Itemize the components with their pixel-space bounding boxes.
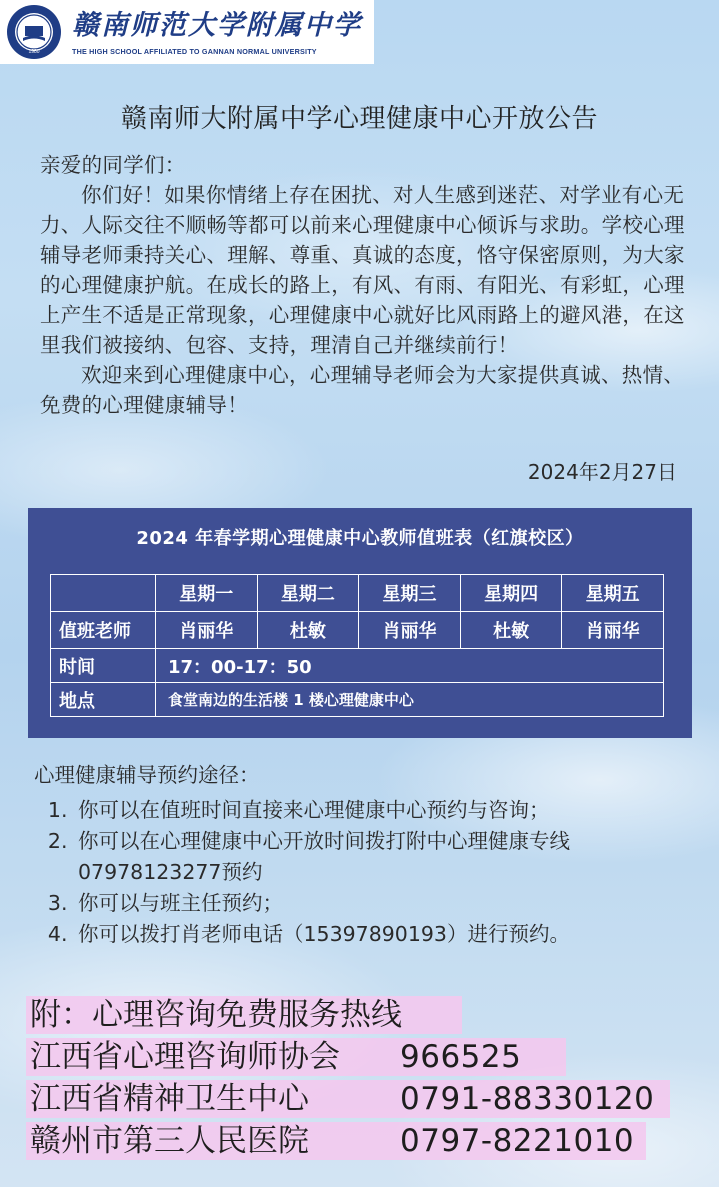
list-item: 4. 你可以拨打肖老师电话（15397890193）进行预约。 [74, 919, 694, 950]
notice-title: 赣南师大附属中学心理健康中心开放公告 [120, 104, 598, 134]
hotline-name: 江西省心理咨询师协会 [30, 1039, 340, 1075]
teacher-cell: 肖丽华 [156, 612, 258, 649]
school-logo-banner [0, 0, 374, 64]
table-cell-empty [51, 575, 156, 612]
notice-date: 2024年2月27日 [527, 460, 677, 484]
time-value: 17：00-17：50 [156, 649, 664, 683]
day-header: 星期二 [257, 575, 359, 612]
school-emblem-icon [6, 4, 62, 60]
school-name-cn: 赣南师范大学附属中学 [72, 9, 362, 41]
list-item: 1. 你可以在值班时间直接来心理健康中心预约与咨询； [74, 795, 694, 826]
teacher-cell: 杜敏 [460, 612, 562, 649]
schedule-table [50, 574, 664, 717]
day-header: 星期三 [359, 575, 461, 612]
hotline-row [30, 1078, 690, 1120]
hotline-section [30, 994, 690, 1162]
time-label: 时间 [51, 649, 156, 683]
schedule-title: 2024 年春学期心理健康中心教师值班表（红旗校区） [136, 528, 584, 549]
teacher-label: 值班老师 [51, 612, 156, 649]
duty-schedule-panel [28, 508, 692, 738]
school-name-en: THE HIGH SCHOOL AFFILIATED TO GANNAN NORMAL UNIVERSITY [72, 46, 317, 56]
table-row [51, 683, 664, 717]
day-header: 星期四 [460, 575, 562, 612]
hotline-heading: 附：心理咨询免费服务热线 [30, 997, 402, 1033]
teacher-cell: 肖丽华 [562, 612, 664, 649]
hotline-name: 赣州市第三人民医院 [30, 1123, 309, 1159]
notice-body [40, 150, 690, 420]
paragraph-welcome: 欢迎来到心理健康中心，心理辅导老师会为大家提供真诚、热情、免费的心理健康辅导！ [40, 363, 685, 417]
booking-list [34, 795, 694, 950]
greeting: 亲爱的同学们： [40, 153, 186, 177]
paragraph-intro: 你们好！如果你情绪上存在困扰、对人生感到迷茫、对学业有心无力、人际交往不顺畅等都可以前来心理健康中心倾诉与求助。学校心理辅导老师秉持关心、理解、尊重、真诚的态度，恪守保密原则，为大家的心理健康护航。在成长的路上，有风、有雨、有阳光、有彩虹，心理上产生不适是正常现象，心理健康中心就好比风雨路上的避风港，在这里我们被接纳、包容、支持，理清自己并继续前行！ [40, 183, 685, 357]
list-item: 2. 你可以在心理健康中心开放时间拨打附中心理健康专线07978123277预约 [74, 826, 694, 888]
day-header: 星期五 [562, 575, 664, 612]
hotline-number: 966525 [400, 1039, 522, 1075]
emblem-year: 1980 [28, 49, 40, 55]
hotline-number: 0797-8221010 [400, 1123, 635, 1159]
hotline-row [30, 1120, 690, 1162]
table-row [51, 612, 664, 649]
booking-section [34, 760, 694, 950]
logo-text-block [72, 9, 362, 56]
booking-heading: 心理健康辅导预约途径： [34, 763, 260, 787]
table-row [51, 649, 664, 683]
table-row [51, 575, 664, 612]
hotline-number: 0791-88330120 [400, 1081, 655, 1117]
hotline-name: 江西省精神卫生中心 [30, 1081, 309, 1117]
teacher-cell: 杜敏 [257, 612, 359, 649]
list-item: 3. 你可以与班主任预约； [74, 888, 694, 919]
hotline-row [30, 1036, 690, 1078]
day-header: 星期一 [156, 575, 258, 612]
teacher-cell: 肖丽华 [359, 612, 461, 649]
hotline-heading-row [30, 994, 690, 1036]
place-label: 地点 [51, 683, 156, 717]
place-value: 食堂南边的生活楼 1 楼心理健康中心 [156, 683, 664, 717]
